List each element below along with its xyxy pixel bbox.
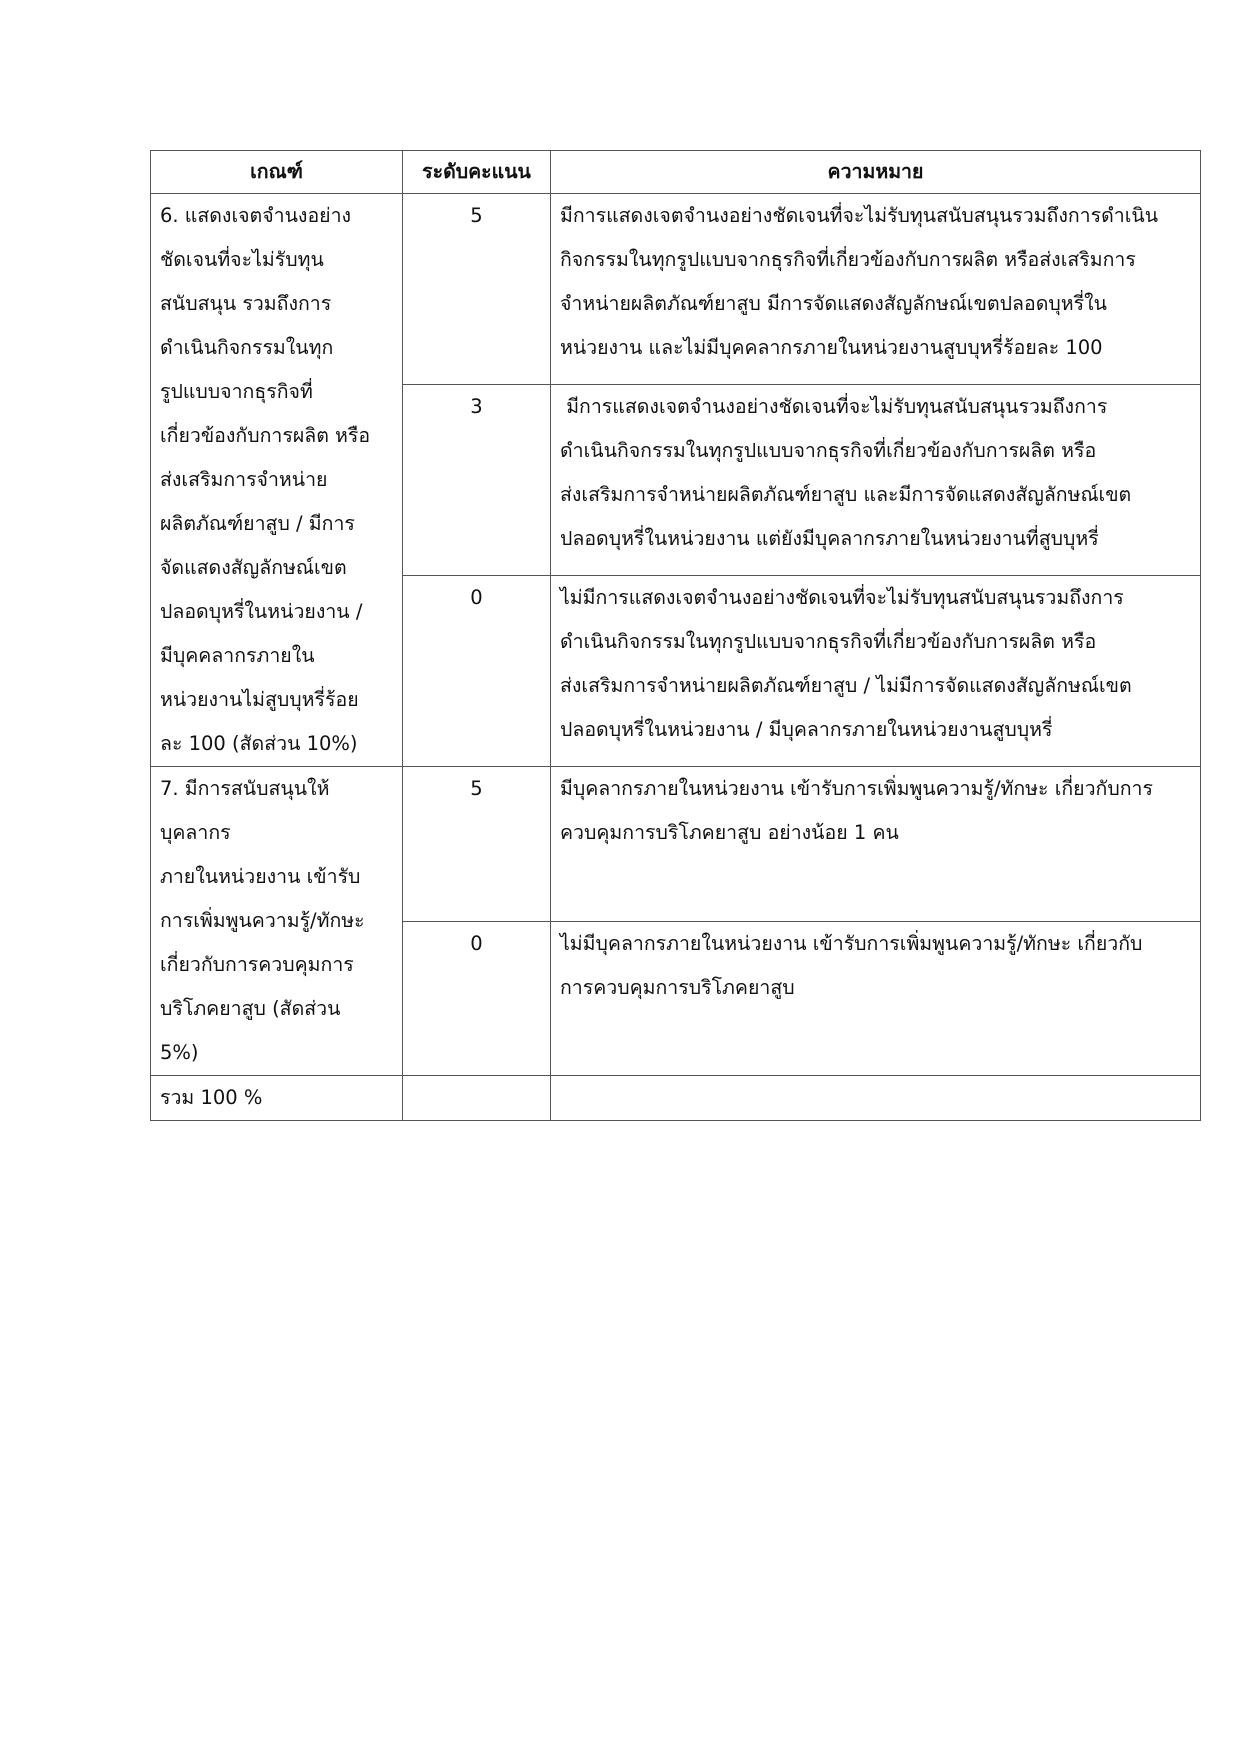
criterion-6-cell (151, 194, 403, 767)
criterion-6-line: หน่วยงานไม่สูบบุหรี่ร้อย (160, 688, 359, 711)
document-page (150, 150, 1200, 1121)
criterion-7-line: 7. มีการสนับสนุนให้ (160, 777, 330, 800)
criterion-7-row-score-5 (151, 767, 1201, 922)
total-meaning (551, 1076, 1201, 1121)
header-row (151, 151, 1201, 194)
meaning-line: มีการแสดงเจตจำนงอย่างชัดเจนที่จะไม่รับทุนสนับสนุนรวมถึงการดำเนิน (560, 204, 1159, 227)
criteria-table (150, 150, 1201, 1121)
meaning-line: กิจกรรมในทุกรูปแบบจากธุรกิจที่เกี่ยวข้องกับการผลิต หรือส่งเสริมการ (560, 248, 1136, 271)
score-value: 3 (403, 385, 551, 576)
meaning-cell (551, 576, 1201, 767)
score-value: 0 (403, 921, 551, 1076)
criterion-7-line: 5%) (160, 1041, 199, 1064)
criterion-6-line: ละ 100 (สัดส่วน 10%) (160, 732, 358, 755)
meaning-cell (551, 921, 1201, 1076)
criterion-6-line: ส่งเสริมการจำหน่าย (160, 468, 328, 491)
meaning-line: มีบุคลากรภายในหน่วยงาน เข้ารับการเพิ่มพูนความรู้/ทักษะ เกี่ยวกับการ (560, 777, 1153, 800)
meaning-line: ปลอดบุหรี่ในหน่วยงาน / มีบุคลากรภายในหน่วยงานสูบบุหรี่ (560, 718, 1053, 741)
meaning-line: ดำเนินกิจกรรมในทุกรูปแบบจากธุรกิจที่เกี่ยวข้องกับการผลิต หรือ (560, 630, 1097, 653)
meaning-cell (551, 385, 1201, 576)
criterion-6-line: ปลอดบุหรี่ในหน่วยงาน / (160, 600, 363, 623)
meaning-line: ไม่มีการแสดงเจตจำนงอย่างชัดเจนที่จะไม่รับทุนสนับสนุนรวมถึงการ (560, 586, 1124, 609)
meaning-line: จำหน่ายผลิตภัณฑ์ยาสูบ มีการจัดแสดงสัญลักษณ์เขตปลอดบุหรี่ใน (560, 292, 1107, 315)
header-score-level: ระดับคะแนน (403, 151, 551, 194)
criterion-6-line: ดำเนินกิจกรรมในทุก (160, 336, 334, 359)
meaning-line: มีการแสดงเจตจำนงอย่างชัดเจนที่จะไม่รับทุนสนับสนุนรวมถึงการ (560, 395, 1108, 418)
score-value: 5 (403, 194, 551, 385)
meaning-line: ไม่มีบุคลากรภายในหน่วยงาน เข้ารับการเพิ่มพูนความรู้/ทักษะ เกี่ยวกับ (560, 931, 1143, 955)
meaning-line: ปลอดบุหรี่ในหน่วยงาน แต่ยังมีบุคลากรภายในหน่วยงานที่สูบบุหรี่ (560, 527, 1099, 550)
total-row (151, 1076, 1201, 1121)
criterion-7-line: บริโภคยาสูบ (สัดส่วน (160, 997, 341, 1020)
meaning-cell (551, 194, 1201, 385)
criterion-7-line: ภายในหน่วยงาน เข้ารับ (160, 865, 361, 888)
criterion-6-line: จัดแสดงสัญลักษณ์เขต (160, 556, 347, 579)
criterion-6-line: รูปแบบจากธุรกิจที่ (160, 380, 313, 403)
criterion-6-line: เกี่ยวข้องกับการผลิต หรือ (160, 424, 371, 447)
meaning-line: หน่วยงาน และไม่มีบุคคลากรภายในหน่วยงานสูบบุหรี่ร้อยละ 100 (560, 336, 1103, 359)
criterion-7-line: การเพิ่มพูนความรู้/ทักษะ (160, 909, 365, 932)
total-label: รวม 100 % (151, 1076, 403, 1121)
criterion-6-line: มีบุคคลากรภายใน (160, 644, 315, 667)
meaning-line: ควบคุมการบริโภคยาสูบ อย่างน้อย 1 คน (560, 821, 899, 844)
criterion-7-cell (151, 767, 403, 1076)
criterion-6-row-score-5 (151, 194, 1201, 385)
criterion-6-line: สนับสนุน รวมถึงการ (160, 292, 332, 315)
meaning-line: ส่งเสริมการจำหน่ายผลิตภัณฑ์ยาสูบ และมีการจัดแสดงสัญลักษณ์เขต (560, 483, 1132, 506)
meaning-line: การควบคุมการบริโภคยาสูบ (560, 975, 795, 999)
meaning-cell (551, 767, 1201, 922)
header-criteria: เกณฑ์ (151, 151, 403, 194)
meaning-line: ส่งเสริมการจำหน่ายผลิตภัณฑ์ยาสูบ / ไม่มีการจัดแสดงสัญลักษณ์เขต (560, 674, 1132, 697)
score-value: 0 (403, 576, 551, 767)
meaning-line: ดำเนินกิจกรรมในทุกรูปแบบจากธุรกิจที่เกี่ยวข้องกับการผลิต หรือ (560, 439, 1097, 462)
criterion-6-line: ชัดเจนที่จะไม่รับทุน (160, 248, 324, 271)
header-meaning: ความหมาย (551, 151, 1201, 194)
criterion-6-line: 6. แสดงเจตจำนงอย่าง (160, 204, 352, 227)
criterion-7-line: เกี่ยวกับการควบคุมการ (160, 953, 354, 976)
score-value: 5 (403, 767, 551, 922)
total-score (403, 1076, 551, 1121)
criterion-6-line: ผลิตภัณฑ์ยาสูบ / มีการ (160, 512, 355, 535)
criterion-7-line: บุคลากร (160, 821, 231, 844)
